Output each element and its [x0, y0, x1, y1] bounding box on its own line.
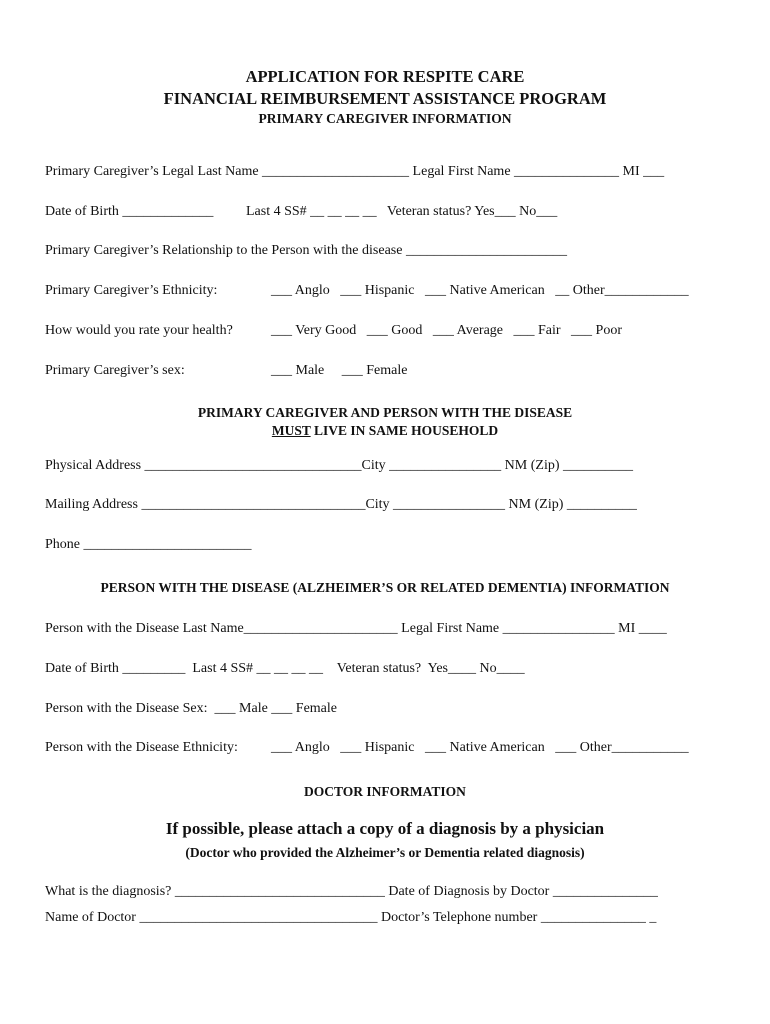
section-heading-person: PERSON WITH THE DISEASE (ALZHEIMER’S OR RELATED DEMENTIA) INFORMATION [100, 580, 670, 595]
section-heading-doctor: DOCTOR INFORMATION [304, 784, 466, 799]
caregiver-relationship-field[interactable]: Primary Caregiver’s Relationship to the Person with the disease _______________________ [45, 243, 567, 258]
mailing-address-field[interactable]: Mailing Address ________________________________City ________________ NM (Zip) __________ [45, 497, 637, 512]
caregiver-ethnicity-options[interactable]: ___ Anglo ___ Hispanic ___ Native American __ Other____________ [271, 283, 689, 298]
form-title-line1: APPLICATION FOR RESPITE CARE [245, 67, 525, 86]
must-emphasis: MUST [271, 423, 311, 438]
caregiver-health-options[interactable]: ___ Very Good ___ Good ___ Average ___ Fair ___ Poor [271, 323, 623, 338]
form-title-line2: FINANCIAL REIMBURSEMENT ASSISTANCE PROGRAM [163, 89, 607, 108]
attach-diagnosis-subnote: (Doctor who provided the Alzheimer’s or Dementia related diagnosis) [185, 845, 585, 860]
doctor-name-phone-field[interactable]: Name of Doctor __________________________________ Doctor’s Telephone number _______________ _ [45, 910, 657, 925]
person-ethnicity-label: Person with the Disease Ethnicity: [45, 740, 238, 755]
phone-field[interactable]: Phone ________________________ [45, 537, 252, 552]
person-sex-field[interactable]: Person with the Disease Sex: ___ Male ___ Female [45, 701, 338, 716]
section-heading-household: PRIMARY CAREGIVER AND PERSON WITH THE DISEASE [197, 405, 573, 420]
caregiver-ethnicity-label: Primary Caregiver’s Ethnicity: [45, 283, 218, 298]
household-heading-rest: LIVE IN SAME HOUSEHOLD [310, 423, 499, 438]
person-dob-ss-veteran-field[interactable]: Date of Birth _________ Last 4 SS# __ __ __ __ Veteran status? Yes____ No____ [45, 661, 525, 676]
section-heading-caregiver: PRIMARY CAREGIVER INFORMATION [258, 111, 512, 126]
diagnosis-field[interactable]: What is the diagnosis? ______________________________ Date of Diagnosis by Doctor _______________ [45, 884, 658, 899]
caregiver-name-field[interactable]: Primary Caregiver’s Legal Last Name _____________________ Legal First Name _______________ MI ___ [45, 164, 665, 179]
person-name-field[interactable]: Person with the Disease Last Name______________________ Legal First Name ________________ MI ____ [45, 621, 667, 636]
caregiver-sex-options[interactable]: ___ Male ___ Female [271, 363, 408, 378]
caregiver-sex-label: Primary Caregiver’s sex: [45, 363, 185, 378]
caregiver-health-label: How would you rate your health? [45, 323, 233, 338]
person-ethnicity-options[interactable]: ___ Anglo ___ Hispanic ___ Native American ___ Other___________ [271, 740, 689, 755]
caregiver-ss-veteran-field[interactable]: Last 4 SS# __ __ __ __ Veteran status? Yes___ No___ [246, 204, 558, 219]
section-heading-household-line2 [0, 422, 770, 440]
physical-address-field[interactable]: Physical Address _______________________________City ________________ NM (Zip) __________ [45, 458, 633, 473]
attach-diagnosis-note: If possible, please attach a copy of a diagnosis by a physician [165, 819, 605, 838]
caregiver-dob-field[interactable]: Date of Birth _____________ [45, 204, 214, 219]
